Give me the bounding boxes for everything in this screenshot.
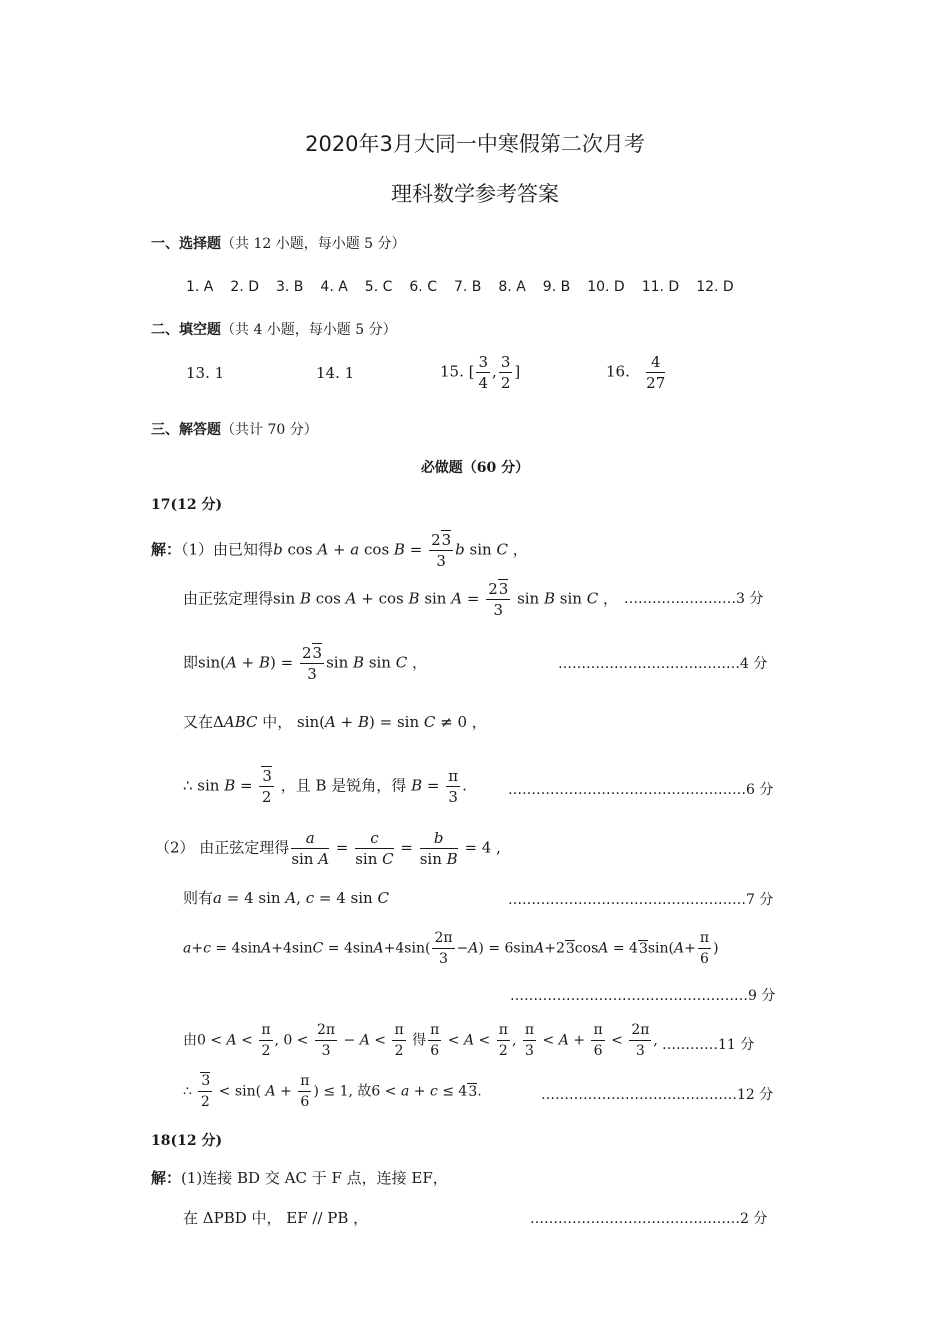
choice-3: 3. B (275, 279, 304, 295)
choice-12: 12. D (696, 279, 734, 295)
required-heading: 必做题（60 分） (420, 460, 530, 476)
q17-part1: （1）由已知得 (181, 540, 274, 559)
q17-line-1: 解：（1）由已知得b cos A + a cos B = $\frac{23}{3}$ b sin C ， (151, 531, 528, 570)
q17-score-12: ……………………………………12 分 (541, 1087, 774, 1103)
q17-line-8: a+c = 4sinA+4sinC = 4sinA+4sin( $\frac{2\pi}{3}$ −A) = 6sinA+23cosA = 43sin(A+ $\frac{\pi}{6}$ ) (183, 930, 719, 967)
fill-16: 16. $\frac{4}{27}$ (606, 353, 666, 392)
fill-15-label: 15. (440, 362, 464, 381)
q17-score-4: …………………………………4 分 (558, 656, 768, 672)
q17-line-5: ∴ sin B = $\frac{3}{2}$ ，且 B 是锐角，得 B = $\frac{\pi}{3}$ . (183, 767, 467, 806)
q17-l2-text: 由正弦定理得 (183, 589, 274, 608)
choice-9: 9. B (542, 279, 571, 295)
section-3-note: （共计 70 分） (221, 422, 318, 438)
q17-l11-text: 故 (357, 1083, 372, 1100)
page-subtitle: 理科数学参考答案 (391, 182, 559, 206)
q18-score-2: ………………………………………2 分 (530, 1211, 768, 1227)
section-3-title: 三、解答题 (151, 422, 221, 438)
q17-score-6: ……………………………………………6 分 (508, 782, 774, 798)
page-title: 2020年3月大同一中寒假第二次月考 (305, 132, 645, 156)
section-2-note: （共 4 小题，每小题 5 分） (221, 322, 397, 338)
q17-line-2: 由正弦定理得sin B cos A + cos B sin A = $\frac{23}{3}$ sin B sin C ， (183, 580, 618, 619)
choice-5: 5. C (364, 279, 393, 295)
q18-line-2: 在 ΔPBD 中， EF // PB ， (183, 1209, 369, 1227)
q17-line-7: 则有a = 4 sin A, c = 4 sin C (183, 889, 389, 907)
q18-line-1 (151, 1167, 448, 1188)
section-1-heading (151, 233, 406, 253)
fill-13: 13. 1 (186, 364, 225, 382)
fill-15: 15. [ $\frac{3}{4}$ , $\frac{3}{2}$ ] (440, 353, 521, 392)
q17-line-6: （2） 由正弦定理得 $\frac{a}{\text{sin A}}$ = $\frac{c}{\text{sin C}}$ = $\frac{b}{\text{sin B}}$ = 4 , (155, 829, 501, 868)
fill-16-label: 16. (606, 362, 630, 381)
section-1-title: 一、选择题 (151, 236, 221, 252)
choice-answers (186, 279, 751, 295)
section-2-title: 二、填空题 (151, 322, 221, 338)
q17-l4-text: 又在 (183, 713, 214, 731)
q17-part2: （2） 由正弦定理得 (155, 838, 290, 857)
section-2-heading (151, 319, 397, 339)
q17-line-4: 又在ΔABC 中， sin(A + B) = sin C ≠ 0 ， (183, 713, 487, 731)
q17-score-7: ……………………………………………7 分 (508, 892, 774, 908)
choice-8: 8. A (498, 279, 526, 295)
q17-line-3: 即sin(A + B) = $\frac{23}{3}$ sin B sin C ， (183, 644, 428, 683)
choice-6: 6. C (409, 279, 437, 295)
q18-l1-text: (1)连接 BD 交 AC 于 F 点，连接 EF， (181, 1169, 448, 1187)
q17-l10-de: 得 (412, 1032, 427, 1049)
q17-score-3: ……………………3 分 (624, 591, 764, 607)
section-3-heading (151, 419, 318, 439)
q17-l7-text: 则有 (183, 889, 214, 907)
q17-l3-text: 即 (183, 653, 199, 672)
choice-7: 7. B (453, 279, 482, 295)
choice-11: 11. D (641, 279, 680, 295)
q17-score-9: ……………………………………………9 分 (510, 988, 776, 1004)
q17-l10-prefix: 由 (183, 1032, 197, 1049)
choice-10: 10. D (587, 279, 625, 295)
q18-label: 18(12 分) (151, 1133, 223, 1149)
choice-1: 1. A (186, 279, 214, 295)
q17-l5-text: ，且 B 是锐角，得 (280, 776, 407, 795)
q17-label: 17(12 分) (151, 497, 223, 513)
q18-jie: 解： (151, 1169, 182, 1187)
q17-score-11: …………11 分 (662, 1037, 755, 1053)
fill-14: 14. 1 (316, 364, 355, 382)
section-1-note: （共 12 小题，每小题 5 分） (221, 236, 406, 252)
choice-2: 2. D (230, 279, 259, 295)
q17-line-10: 由0 < A < $\frac{\pi}{2}$ , 0 < $\frac{2\pi}{3}$ − A < $\frac{\pi}{2}$ 得 $\frac{\pi}{6}$ < A < $\frac{\pi}{2}$ , $\frac{\pi}{3}$ < A + $\frac{\pi}{6}$ < $\frac{2\pi}{3}$ , (183, 1022, 658, 1059)
q17-jie: 解： (151, 540, 182, 559)
choice-4: 4. A (320, 279, 348, 295)
q17-line-11: ∴ $\frac{3}{2}$ < sin( A + $\frac{\pi}{6}$ ) ≤ 1, 故6 < a + c ≤ 43. (183, 1073, 482, 1110)
